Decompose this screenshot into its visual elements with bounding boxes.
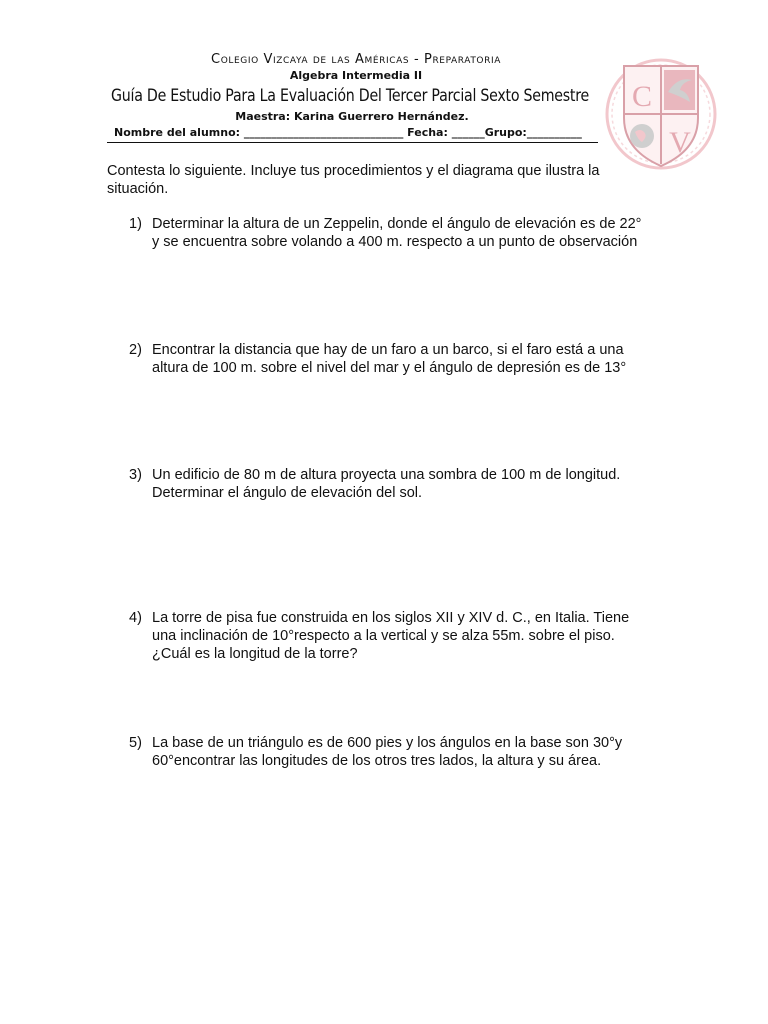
question-number: 2)	[129, 342, 142, 358]
question-text	[152, 466, 672, 502]
question-number: 4)	[129, 610, 142, 626]
crest-letter-c: C	[631, 80, 653, 113]
school-name: Colegio Vizcaya de las Américas - Preparatoria	[211, 52, 501, 67]
question-text	[152, 609, 672, 663]
question-number: 3)	[129, 467, 142, 483]
question-line: La base de un triángulo es de 600 pies y los ángulos en la base son 30°y	[152, 735, 623, 751]
teacher-name: Maestra: Karina Guerrero Hernández.	[235, 110, 469, 123]
question-number: 5)	[129, 735, 142, 751]
student-info-line	[107, 126, 598, 143]
question-line: y se encuentra sobre volando a 400 m. respecto a un punto de observación	[152, 234, 638, 250]
question-line: La torre de pisa fue construida en los siglos XII y XIV d. C., en Italia. Tiene	[152, 610, 630, 626]
instructions-text: Contesta lo siguiente. Incluye tus procedimientos y el diagrama que ilustra la situación.	[107, 163, 600, 197]
question-text	[152, 734, 672, 770]
question-line: Determinar la altura de un Zeppelin, donde el ángulo de elevación es de 22°	[152, 216, 642, 232]
question-line: altura de 100 m. sobre el nivel del mar y el ángulo de depresión es de 13°	[152, 360, 627, 376]
guide-title: Guía De Estudio Para La Evaluación Del Tercer Parcial Sexto Semestre	[111, 86, 589, 105]
course-name: Algebra Intermedia II	[289, 69, 423, 82]
question-line: 60°encontrar las longitudes de los otros tres lados, la altura y su área.	[152, 753, 602, 769]
question-line: una inclinación de 10°respecto a la vertical y se alza 55m. sobre el piso.	[152, 628, 615, 644]
question-text	[152, 215, 672, 251]
crest-letter-v: V	[669, 126, 691, 159]
student-info-text: Nombre del alumno: _____________________________ Fecha: ______Grupo:__________	[114, 126, 582, 139]
question-line: Determinar el ángulo de elevación del sol.	[152, 485, 423, 501]
question-line: ¿Cuál es la longitud de la torre?	[152, 646, 358, 662]
school-crest-logo	[602, 52, 720, 180]
question-number: 1)	[129, 216, 142, 232]
question-text	[152, 341, 672, 377]
question-line: Un edificio de 80 m de altura proyecta una sombra de 100 m de longitud.	[152, 467, 621, 483]
question-line: Encontrar la distancia que hay de un faro a un barco, si el faro está a una	[152, 342, 624, 358]
